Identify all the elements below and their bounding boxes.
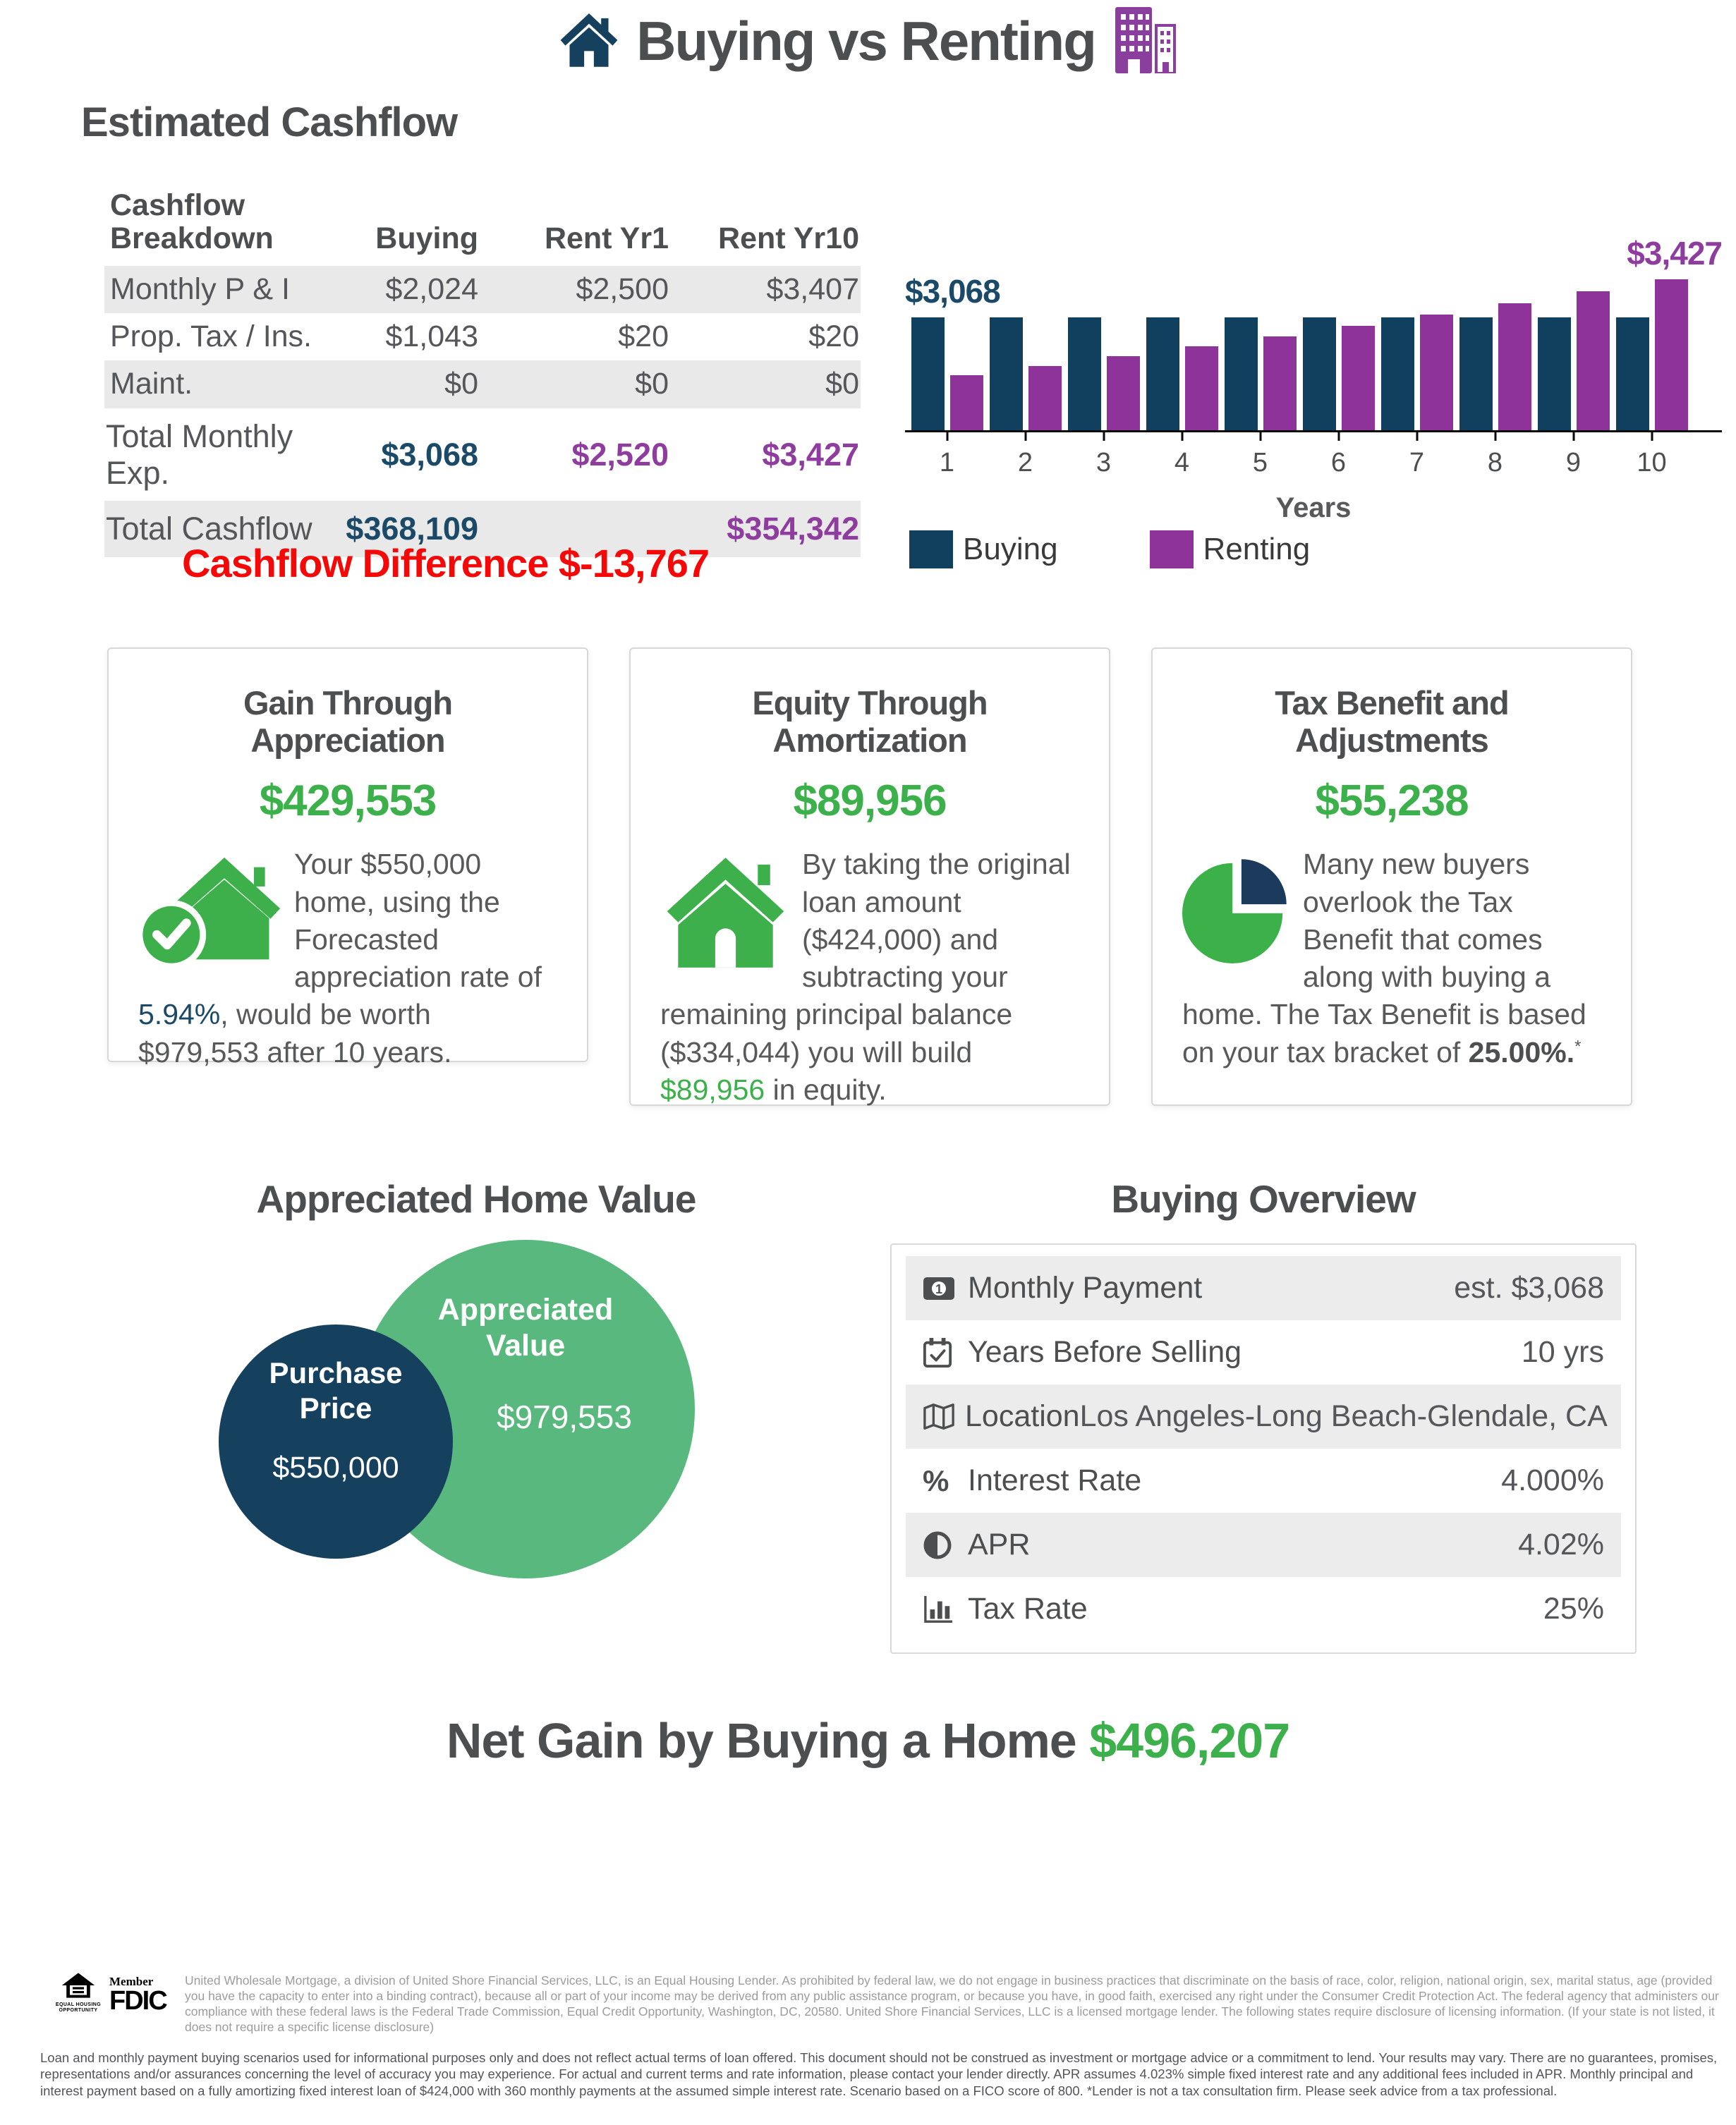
- overview-value: 4.000%: [1501, 1463, 1604, 1497]
- house-icon: [559, 11, 619, 72]
- cell-buying: $0: [444, 367, 478, 401]
- bar-group: [1378, 233, 1456, 477]
- cell-rent-yr10: $3,407: [766, 272, 859, 306]
- row-label: Total Monthly Exp.: [106, 418, 293, 491]
- x-axis-label: Years: [1275, 492, 1352, 523]
- appreciated-value-amount: $979,553: [497, 1399, 632, 1435]
- bar-renting: [1577, 291, 1610, 430]
- estimated-cashflow-heading: Estimated Cashflow: [81, 99, 458, 145]
- fdic-name-text: FDIC: [109, 1986, 166, 2016]
- bar-renting: [950, 375, 983, 430]
- overview-row-interest-rate: [906, 1449, 1621, 1513]
- cell-rent-yr1: $2,520: [571, 436, 669, 473]
- bar-buying: [1538, 317, 1571, 430]
- chart-annotation-renting: $3,427: [1627, 235, 1722, 272]
- cashflow-bar-chart: [905, 233, 1722, 585]
- eho-caption: [54, 2002, 103, 2014]
- bar-chart-icon: [923, 1595, 958, 1624]
- axis-tick: [1416, 432, 1418, 441]
- label-line: Purchase: [269, 1356, 403, 1389]
- chart-annotation-buying: $3,068: [905, 273, 1000, 310]
- card-body: [660, 846, 1079, 1109]
- cashflow-difference: Cashflow Difference $-13,767: [182, 541, 709, 585]
- cashflow-table: [104, 189, 861, 557]
- caption-line: OPPORTUNITY: [59, 2008, 98, 2014]
- legend-item-renting: [1150, 530, 1311, 568]
- axis-tick-label: 6: [1330, 448, 1347, 477]
- bar-group: [986, 233, 1064, 477]
- bar-renting: [1498, 303, 1531, 430]
- label-line: Value: [485, 1328, 566, 1363]
- cell-buying: $368,109: [346, 511, 478, 547]
- label-line: Appreciated: [437, 1293, 614, 1327]
- axis-tick-label: 9: [1565, 448, 1582, 477]
- col-header-rent-yr1: Rent Yr1: [544, 221, 669, 256]
- equal-housing-logo: [54, 1972, 103, 2014]
- money-icon: [923, 1277, 958, 1301]
- row-label: Monthly P & I: [110, 272, 290, 306]
- axis-tick: [1494, 432, 1496, 441]
- bar-renting: [1107, 356, 1140, 430]
- overview-row-years-before-selling: [906, 1320, 1621, 1384]
- report-header: [0, 6, 1736, 77]
- house-icon-green: [660, 854, 791, 982]
- axis-tick-label: 4: [1174, 448, 1190, 477]
- axis-tick-label: 1: [939, 448, 955, 477]
- cell-rent-yr1: $2,500: [576, 272, 669, 306]
- bar-renting: [1028, 366, 1062, 430]
- card-amount: $89,956: [793, 777, 947, 826]
- bar-buying: [990, 317, 1023, 430]
- svg-text:1: 1: [935, 1281, 943, 1296]
- axis-tick: [1024, 432, 1026, 441]
- overview-row-location: [906, 1384, 1621, 1449]
- overview-label: APR: [968, 1528, 1031, 1561]
- legend-item-buying: [909, 530, 1058, 568]
- legend-swatch-renting: [1150, 530, 1194, 568]
- col-header-breakdown: Cashflow Breakdown: [110, 188, 274, 256]
- axis-tick: [1181, 432, 1183, 441]
- axis-tick: [1259, 432, 1261, 441]
- half-circle-icon: [923, 1530, 958, 1560]
- disclaimer-licensing: United Wholesale Mortgage, a division of United Shore Financial Services, LLC, is an Equal Housing Lender. As prohibited by federal law, we do not engage in business practices that discriminate on the basis of race, color, religion, national origin, sex, marital status, age (provided you have the capacity to enter into a binding contract), because all or part of your income may be derived from any public assistance program, or because you have, in good faith, exercised any right under the Consumer Credit Protection Act. The federal agency that administers our compliance with these federal laws is the Federal Trade Commission, Equal Credit Opportunity, Washington, DC, 20580. United Shore Financial Services, LLC is a licensed mortgage lender. The following states require disclosure of licensing information. (If your state is not listed, it does not require a specific license disclosure): [185, 1973, 1719, 2034]
- axis-tick: [1572, 432, 1574, 441]
- fdic-member-text: Member: [109, 1975, 154, 1988]
- bar-buying: [1381, 317, 1414, 430]
- bar-group: [1456, 233, 1534, 477]
- overview-row-monthly-payment: [906, 1256, 1621, 1320]
- cell-buying: $3,068: [381, 436, 478, 473]
- appreciated-home-value-heading: Appreciated Home Value: [256, 1177, 696, 1221]
- table-row-total-monthly: [104, 408, 861, 501]
- bar-buying: [1616, 317, 1649, 430]
- bar-buying: [1146, 317, 1179, 430]
- axis-tick-label: 7: [1409, 448, 1425, 477]
- house-check-icon: [138, 854, 283, 982]
- axis-tick: [1337, 432, 1340, 441]
- table-row: [104, 313, 861, 360]
- body-text: in equity.: [765, 1073, 887, 1106]
- axis-tick-label: 3: [1095, 448, 1112, 477]
- cell-rent-yr1: $0: [635, 367, 669, 401]
- overview-label: Years Before Selling: [968, 1335, 1242, 1369]
- cell-rent-yr10: $0: [825, 367, 859, 401]
- col-header-buying: Buying: [375, 221, 478, 256]
- card-title: Gain Through Appreciation: [243, 684, 453, 760]
- card-body: [1182, 846, 1601, 1071]
- bar-renting: [1263, 336, 1297, 430]
- cashflow-table-header-row: [104, 189, 861, 266]
- bar-buying: [1303, 317, 1336, 430]
- overview-value: 4.02%: [1518, 1528, 1604, 1561]
- overview-row-tax-rate: [906, 1577, 1621, 1641]
- asterisk: *: [1574, 1037, 1582, 1057]
- overview-value: 25%: [1543, 1592, 1604, 1626]
- member-fdic-logo: [109, 1975, 166, 2016]
- body-text-highlight: $89,956: [660, 1073, 765, 1106]
- bar-group: [1299, 233, 1378, 477]
- legend-swatch-buying: [909, 530, 953, 568]
- body-text: , would be worth $979,553 after 10 years.: [138, 998, 452, 1068]
- bar-group: [908, 233, 986, 477]
- bar-buying: [911, 317, 945, 430]
- col-header-rent-yr10: Rent Yr10: [718, 221, 859, 256]
- chart-plot: [905, 233, 1725, 477]
- pie-chart-icon: [1182, 854, 1292, 973]
- overview-label: Tax Rate: [968, 1592, 1088, 1626]
- bar-group: [1064, 233, 1143, 477]
- appreciated-value-label: [356, 1292, 695, 1363]
- overview-value: Los Angeles-Long Beach-Glendale, CA: [1079, 1399, 1608, 1433]
- body-text-highlight: 5.94%: [138, 998, 221, 1031]
- net-gain-amount: $496,207: [1089, 1713, 1290, 1768]
- overview-label: Interest Rate: [968, 1463, 1142, 1497]
- cell-rent-yr10: $20: [808, 319, 859, 354]
- cell-rent-yr10: $3,427: [762, 436, 859, 473]
- map-icon: [923, 1402, 955, 1432]
- axis-tick-label: 2: [1017, 448, 1033, 477]
- table-row: [104, 360, 861, 408]
- card-amount: $429,553: [259, 777, 437, 826]
- buildings-icon: [1112, 6, 1177, 77]
- card-gain-appreciation: [107, 647, 588, 1068]
- caption-line: EQUAL HOUSING: [55, 2002, 102, 2007]
- label-line: Price: [299, 1391, 372, 1425]
- bar-buying: [1225, 317, 1258, 430]
- legend-label-renting: Renting: [1203, 532, 1311, 566]
- calendar-check-icon: [923, 1337, 958, 1368]
- bar-group: [1221, 233, 1299, 477]
- bar-buying: [1459, 317, 1493, 430]
- axis-tick: [1651, 432, 1653, 441]
- net-gain-label: Net Gain by Buying a Home: [446, 1713, 1076, 1768]
- overview-label: Monthly Payment: [968, 1271, 1203, 1305]
- axis-tick: [946, 432, 948, 441]
- card-equity-amortization: [629, 647, 1110, 1106]
- body-text-highlight: 25.00%.: [1468, 1035, 1575, 1068]
- buying-overview-panel: [890, 1243, 1637, 1654]
- card-amount: $55,238: [1315, 777, 1469, 826]
- purchase-price-label: [219, 1356, 453, 1425]
- overview-row-apr: [906, 1513, 1621, 1577]
- body-text: Your $550,000 home, using the Forecasted appreciation rate of: [294, 848, 542, 994]
- purchase-price-amount: $550,000: [272, 1451, 399, 1485]
- axis-tick-label: 10: [1637, 448, 1667, 477]
- axis-tick: [1103, 432, 1105, 441]
- bar-group: [1143, 233, 1221, 477]
- table-row: [104, 266, 861, 313]
- cell-rent-yr10: $354,342: [727, 511, 859, 547]
- bar-renting: [1420, 315, 1453, 430]
- cell-rent-yr1: $20: [618, 319, 669, 354]
- overview-label: Location: [965, 1399, 1080, 1433]
- chart-legend: [909, 530, 1310, 568]
- disclaimer-scenario: Loan and monthly payment buying scenarios used for informational purposes only and does not reflect actual terms of loan offered. This document should not be construed as investment or mortgage advice or a commitment to lend. Your results may vary. There are no guarantees, promises, representations and/or assurances concerning the level of accuracy you may experience. For actual and current terms and rate information, please contact your lender directly. APR assumes 4.023% simple fixed interest rate and any additional fees included in APR. Monthly principal and interest payment based on a fully amortizing fixed interest loan of $424,000 with 360 monthly payments at the assumed simple interest rate. Scenario based on a FICO score of 800. *Lender is not a tax consultation firm. Please seek advice from a tax professional.: [40, 2050, 1718, 2098]
- card-body: [138, 846, 557, 1071]
- overview-value: 10 yrs: [1521, 1335, 1604, 1369]
- overview-value: est. $3,068: [1454, 1271, 1604, 1305]
- body-text: By taking the original loan amount ($424,000) and subtracting your remaining principal balance ($334,044) you will build: [660, 848, 1071, 1068]
- percent-icon: %: [923, 1463, 949, 1497]
- cell-buying: $2,024: [385, 272, 478, 306]
- bar-buying: [1068, 317, 1101, 430]
- body-text: Many new buyers overlook the Tax Benefit that comes along with buying a home. The Tax Benefit is based on your tax bracket of: [1182, 848, 1586, 1068]
- bar-renting: [1342, 326, 1375, 431]
- axis-tick-label: 8: [1487, 448, 1503, 477]
- bar-renting: [1655, 279, 1688, 430]
- axis-tick-label: 5: [1252, 448, 1268, 477]
- page-title: Buying vs Renting: [636, 10, 1095, 72]
- bar-group: [1534, 233, 1613, 477]
- bar-group: [1613, 233, 1691, 477]
- x-axis: [905, 430, 1722, 432]
- card-tax-benefit: [1151, 647, 1632, 1106]
- bar-renting: [1185, 346, 1218, 430]
- legend-label-buying: Buying: [963, 532, 1058, 566]
- benefit-cards: [107, 647, 1632, 1106]
- row-label: Total Cashflow: [106, 511, 312, 547]
- card-title: Tax Benefit and Adjustments: [1275, 684, 1509, 760]
- row-label: Prop. Tax / Ins.: [110, 319, 312, 354]
- buying-overview-heading: Buying Overview: [1111, 1177, 1416, 1221]
- cell-buying: $1,043: [385, 319, 478, 354]
- card-title: Equity Through Amortization: [752, 684, 988, 760]
- net-gain-line: [0, 1712, 1736, 1769]
- row-label: Maint.: [110, 367, 193, 401]
